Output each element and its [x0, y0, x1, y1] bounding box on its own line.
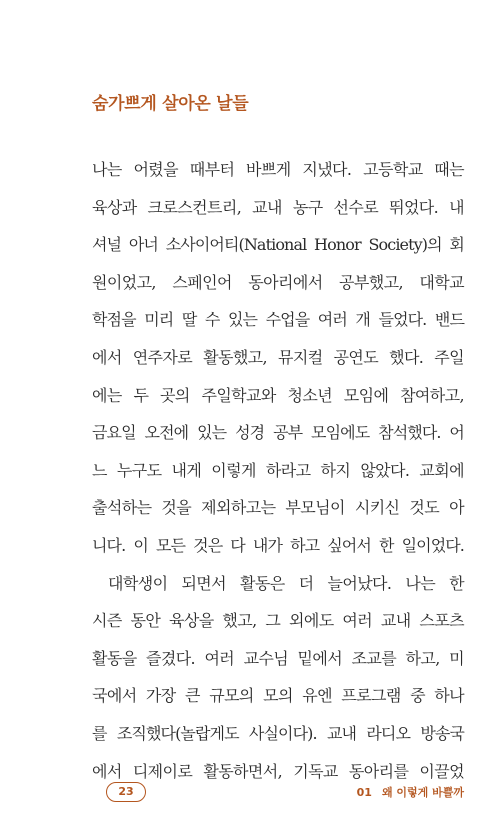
text-line: 대학생이 되면서 활동은 더 늘어났다. 나는 한 [108, 573, 464, 593]
text-line: 에서 디제이로 활동하면서, 기독교 동아리를 이끌었 [92, 761, 464, 781]
body-text [92, 151, 464, 790]
running-header [357, 784, 464, 800]
chapter-title: 왜 이렇게 바쁠까 [381, 786, 464, 799]
text-line: 출석하는 것을 제외하고는 부모님이 시키신 것도 아 [92, 498, 464, 518]
text-line: 에는 두 곳의 주일학교와 청소년 모임에 참여하고, [92, 385, 464, 405]
page-footer [92, 782, 464, 804]
section-heading: 숨가쁘게 살아온 날들 [92, 94, 249, 114]
text-line: 시즌 동안 육상을 했고, 그 외에도 여러 교내 스포츠 [92, 611, 464, 631]
text-line: 육상과 크로스컨트리, 교내 농구 선수로 뛰었다. 내 [92, 197, 464, 217]
text-line: 느 누구도 내게 이렇게 하라고 하지 않았다. 교회에 [92, 460, 464, 480]
page-number: 23 [106, 782, 146, 802]
text-line: 를 조직했다(놀랍게도 사실이다). 교내 라디오 방송국 [92, 723, 464, 743]
text-line: 학점을 미리 딸 수 있는 수업을 여러 개 들었다. 밴드 [92, 310, 464, 330]
chapter-number: 01 [356, 786, 372, 799]
text-line: 나는 어렸을 때부터 바쁘게 지냈다. 고등학교 때는 [92, 160, 464, 179]
text-line: 활동을 즐겼다. 여러 교수님 밑에서 조교를 하고, 미 [92, 648, 464, 668]
text-line: 국에서 가장 큰 규모의 모의 유엔 프로그램 중 하나 [92, 686, 464, 706]
text-line: 에서 연주자로 활동했고, 뮤지컬 공연도 했다. 주일 [92, 347, 464, 367]
text-line: 금요일 오전에 있는 성경 공부 모임에도 참석했다. 어 [92, 423, 464, 443]
text-line: 원이었고, 스페인어 동아리에서 공부했고, 대학교 [92, 272, 464, 292]
text-line: 니다. 이 모든 것은 다 내가 하고 싶어서 한 일이었다. [92, 535, 464, 555]
text-line: 셔널 아너 소사이어티(National Honor Society)의 회 [92, 235, 464, 255]
